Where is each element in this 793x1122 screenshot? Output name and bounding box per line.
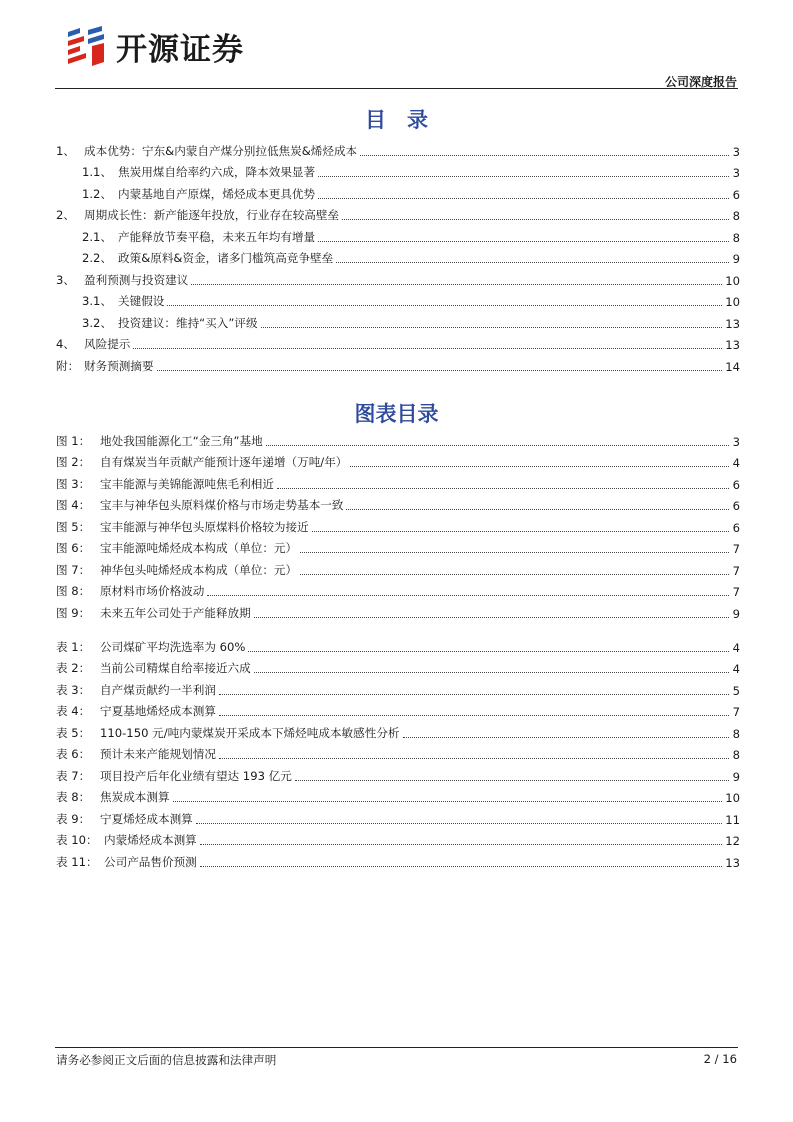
- toc-entry[interactable]: 1.1、 焦炭用煤自给率约六成，降本效果显著 3: [82, 165, 740, 180]
- figure-entry[interactable]: 图 8： 原材料市场价格波动 7: [56, 584, 740, 599]
- figure-entry-label: 神华包头吨烯烃成本构成（单位：元）: [100, 562, 298, 577]
- leader-dots: [219, 715, 729, 716]
- table-entry[interactable]: 表 2： 当前公司精煤自给率接近六成 4: [56, 661, 740, 676]
- figure-entry-page: 9: [732, 606, 740, 621]
- table-entry-page: 5: [732, 683, 740, 698]
- toc-entry-label: 产能释放节奏平稳，未来五年均有增量: [118, 229, 316, 244]
- figure-entry-label: 地处我国能源化工“金三角”基地: [100, 433, 263, 448]
- table-entry-page: 9: [732, 769, 740, 784]
- leader-dots: [342, 219, 729, 220]
- leader-dots: [248, 651, 729, 652]
- leader-dots: [350, 466, 729, 467]
- leader-dots: [318, 176, 729, 177]
- toc-entry-page: 3: [732, 166, 740, 180]
- table-entry[interactable]: 表 7： 项目投产后年化业绩有望达 193 亿元 9: [56, 768, 740, 784]
- figure-entry-page: 7: [732, 563, 740, 578]
- leader-dots: [173, 801, 723, 802]
- table-entry-page: 8: [732, 748, 740, 762]
- leader-dots: [261, 327, 723, 328]
- toc-list: [56, 137, 740, 374]
- table-entry-label: 内蒙烯烃成本测算: [104, 833, 197, 847]
- toc-entry[interactable]: 3、 盈利预测与投资建议 10: [56, 272, 740, 288]
- table-entry[interactable]: 表 11： 公司产品售价预测 13: [56, 854, 740, 870]
- header-divider: [55, 88, 738, 89]
- figure-entry[interactable]: 图 4： 宝丰与神华包头原料煤价格与市场走势基本一致 6: [56, 498, 740, 513]
- figure-entry-label: 宝丰与神华包头原料煤价格与市场走势基本一致: [100, 498, 344, 512]
- table-entry-label: 宁夏烯烃成本测算: [100, 811, 193, 826]
- table-entry-page: 7: [732, 705, 740, 719]
- table-entry[interactable]: 表 10： 内蒙烯烃成本测算 12: [56, 833, 740, 848]
- toc-entry-label: 财务预测摘要: [84, 358, 154, 373]
- table-list: [56, 633, 740, 870]
- figure-entry-label: 原材料市场价格波动: [100, 584, 205, 598]
- toc-entry[interactable]: 2.1、 产能释放节奏平稳，未来五年均有增量 8: [82, 229, 740, 245]
- toc-entry[interactable]: 2、 周期成长性：新产能逐年投放，行业存在较高壁垒 8: [56, 208, 740, 223]
- table-entry-page: 10: [725, 791, 740, 805]
- toc-entry-page: 3: [732, 144, 740, 159]
- figure-entry-label: 宝丰能源与神华包头原煤料价格较为接近: [100, 519, 309, 534]
- table-entry-label: 公司产品售价预测: [104, 854, 197, 869]
- figure-entry[interactable]: 图 3： 宝丰能源与美锦能源吨焦毛利相近 6: [56, 476, 740, 492]
- figure-entry[interactable]: 图 6： 宝丰能源吨烯烃成本构成（单位：元） 7: [56, 541, 740, 556]
- toc-title: 目 录: [365, 107, 428, 132]
- page-number: 2 / 16: [703, 1052, 737, 1066]
- toc-entry[interactable]: 附： 财务预测摘要 14: [56, 358, 740, 374]
- toc-entry-page: 6: [732, 187, 740, 202]
- leader-dots: [403, 737, 729, 738]
- leader-dots: [133, 348, 722, 349]
- table-entry[interactable]: 表 9： 宁夏烯烃成本测算 11: [56, 811, 740, 827]
- figure-entry-page: 7: [732, 542, 740, 556]
- leader-dots: [167, 305, 722, 306]
- figure-entry-page: 3: [732, 434, 740, 449]
- figure-entry-label: 宝丰能源与美锦能源吨焦毛利相近: [100, 476, 274, 491]
- toc-entry-page: 8: [732, 209, 740, 223]
- figure-entry[interactable]: 图 2： 自有煤炭当年贡献产能预计逐年递增（万吨/年） 4: [56, 455, 740, 470]
- figure-entry-page: 4: [732, 456, 740, 470]
- figure-entry-page: 6: [732, 499, 740, 513]
- table-entry-label: 自产煤贡献约一半利润: [100, 682, 216, 697]
- table-entry[interactable]: 表 6： 预计未来产能规划情况 8: [56, 747, 740, 762]
- toc-entry-page: 9: [732, 252, 740, 266]
- table-entry[interactable]: 表 3： 自产煤贡献约一半利润 5: [56, 682, 740, 698]
- leader-dots: [277, 488, 729, 489]
- figure-entry-page: 6: [732, 477, 740, 492]
- figure-entry-label: 自有煤炭当年贡献产能预计逐年递增（万吨/年）: [100, 455, 348, 469]
- toc-entry-label: 成本优势：宁东&内蒙自产煤分别拉低焦炭&烯烃成本: [84, 143, 358, 158]
- table-entry[interactable]: 表 1： 公司煤矿平均洗选率为 60% 4: [56, 639, 740, 655]
- figure-list: [56, 427, 740, 621]
- table-entry-label: 项目投产后年化业绩有望达 193 亿元: [100, 768, 292, 783]
- leader-dots: [191, 284, 722, 285]
- toc-entry-label: 盈利预测与投资建议: [84, 272, 189, 287]
- leader-dots: [266, 445, 729, 446]
- toc-entry-page: 8: [732, 230, 740, 245]
- table-entry-label: 预计未来产能规划情况: [100, 747, 216, 761]
- toc-entry[interactable]: 2.2、 政策&原料&资金，诸多门槛筑高竞争壁垒 9: [82, 251, 740, 266]
- leader-dots: [200, 866, 722, 867]
- toc-entry[interactable]: 4、 风险提示 13: [56, 337, 740, 352]
- leader-dots: [219, 694, 729, 695]
- footer-divider: [55, 1047, 738, 1048]
- toc-entry[interactable]: 3.1、 关键假设 10: [82, 294, 740, 309]
- toc-entry-label: 内蒙基地自产原煤，烯烃成本更具优势: [118, 186, 316, 201]
- brand-logo-icon: [64, 24, 110, 68]
- footer-disclaimer: 请务必参阅正文后面的信息披露和法律声明: [56, 1053, 277, 1067]
- figure-entry-label: 未来五年公司处于产能释放期: [100, 605, 251, 620]
- toc-entry-label: 关键假设: [118, 294, 165, 308]
- table-entry[interactable]: 表 4： 宁夏基地烯烃成本测算 7: [56, 704, 740, 719]
- table-entry-page: 4: [732, 640, 740, 655]
- figure-entry-page: 7: [732, 585, 740, 599]
- leader-dots: [300, 552, 729, 553]
- leader-dots: [254, 672, 729, 673]
- toc-entry-label: 政策&原料&资金，诸多门槛筑高竞争壁垒: [118, 251, 334, 265]
- table-entry[interactable]: 表 8： 焦炭成本测算 10: [56, 790, 740, 805]
- table-entry-page: 11: [725, 812, 740, 827]
- leader-dots: [312, 531, 729, 532]
- toc-entry-page: 13: [725, 338, 740, 352]
- report-type-label: 公司深度报告: [664, 75, 737, 89]
- leader-dots: [300, 574, 729, 575]
- leader-dots: [157, 370, 723, 371]
- toc-entry-label: 风险提示: [84, 337, 131, 351]
- table-entry-label: 公司煤矿平均洗选率为 60%: [100, 639, 246, 654]
- figure-entry-page: 6: [732, 520, 740, 535]
- leader-dots: [318, 198, 729, 199]
- table-entry[interactable]: 表 5： 110-150 元/吨内蒙煤炭开采成本下烯烃吨成本敏感性分析 8: [56, 725, 740, 741]
- toc-entry[interactable]: 1、 成本优势：宁东&内蒙自产煤分别拉低焦炭&烯烃成本 3: [56, 143, 740, 159]
- leader-dots: [200, 844, 722, 845]
- table-entry-page: 12: [725, 834, 740, 848]
- figure-entry[interactable]: 图 7： 神华包头吨烯烃成本构成（单位：元） 7: [56, 562, 740, 578]
- leader-dots: [360, 155, 729, 156]
- toc-entry[interactable]: 1.2、 内蒙基地自产原煤，烯烃成本更具优势 6: [82, 186, 740, 202]
- leader-dots: [219, 758, 729, 759]
- table-entry-label: 110-150 元/吨内蒙煤炭开采成本下烯烃吨成本敏感性分析: [100, 725, 400, 740]
- table-entry-page: 4: [732, 662, 740, 676]
- toc-entry-label: 投资建议：维持“买入”评级: [118, 315, 258, 330]
- leader-dots: [207, 595, 729, 596]
- figures-title: 图表目录: [354, 401, 439, 426]
- leader-dots: [336, 262, 729, 263]
- toc-entry-page: 10: [725, 295, 740, 309]
- toc-entry-page: 14: [725, 359, 740, 374]
- toc-entry-label: 焦炭用煤自给率约六成，降本效果显著: [118, 165, 316, 179]
- figure-entry[interactable]: 图 5： 宝丰能源与神华包头原煤料价格较为接近 6: [56, 519, 740, 535]
- toc-entry[interactable]: 3.2、 投资建议：维持“买入”评级 13: [82, 315, 740, 331]
- table-entry-page: 8: [732, 726, 740, 741]
- table-entry-label: 宁夏基地烯烃成本测算: [100, 704, 216, 718]
- toc-entry-page: 10: [725, 273, 740, 288]
- leader-dots: [295, 780, 729, 781]
- figure-entry[interactable]: 图 9： 未来五年公司处于产能释放期 9: [56, 605, 740, 621]
- table-entry-page: 13: [725, 855, 740, 870]
- table-entry-label: 焦炭成本测算: [100, 790, 170, 804]
- toc-entry-page: 13: [725, 316, 740, 331]
- brand-name: 开源证券: [116, 31, 244, 68]
- leader-dots: [318, 241, 729, 242]
- leader-dots: [196, 823, 722, 824]
- leader-dots: [346, 509, 729, 510]
- toc-entry-label: 周期成长性：新产能逐年投放，行业存在较高壁垒: [84, 208, 340, 222]
- table-entry-label: 当前公司精煤自给率接近六成: [100, 661, 251, 675]
- leader-dots: [254, 617, 729, 618]
- figure-entry-label: 宝丰能源吨烯烃成本构成（单位：元）: [100, 541, 298, 555]
- figure-entry[interactable]: 图 1： 地处我国能源化工“金三角”基地 3: [56, 433, 740, 449]
- brand-logo: [64, 24, 244, 68]
